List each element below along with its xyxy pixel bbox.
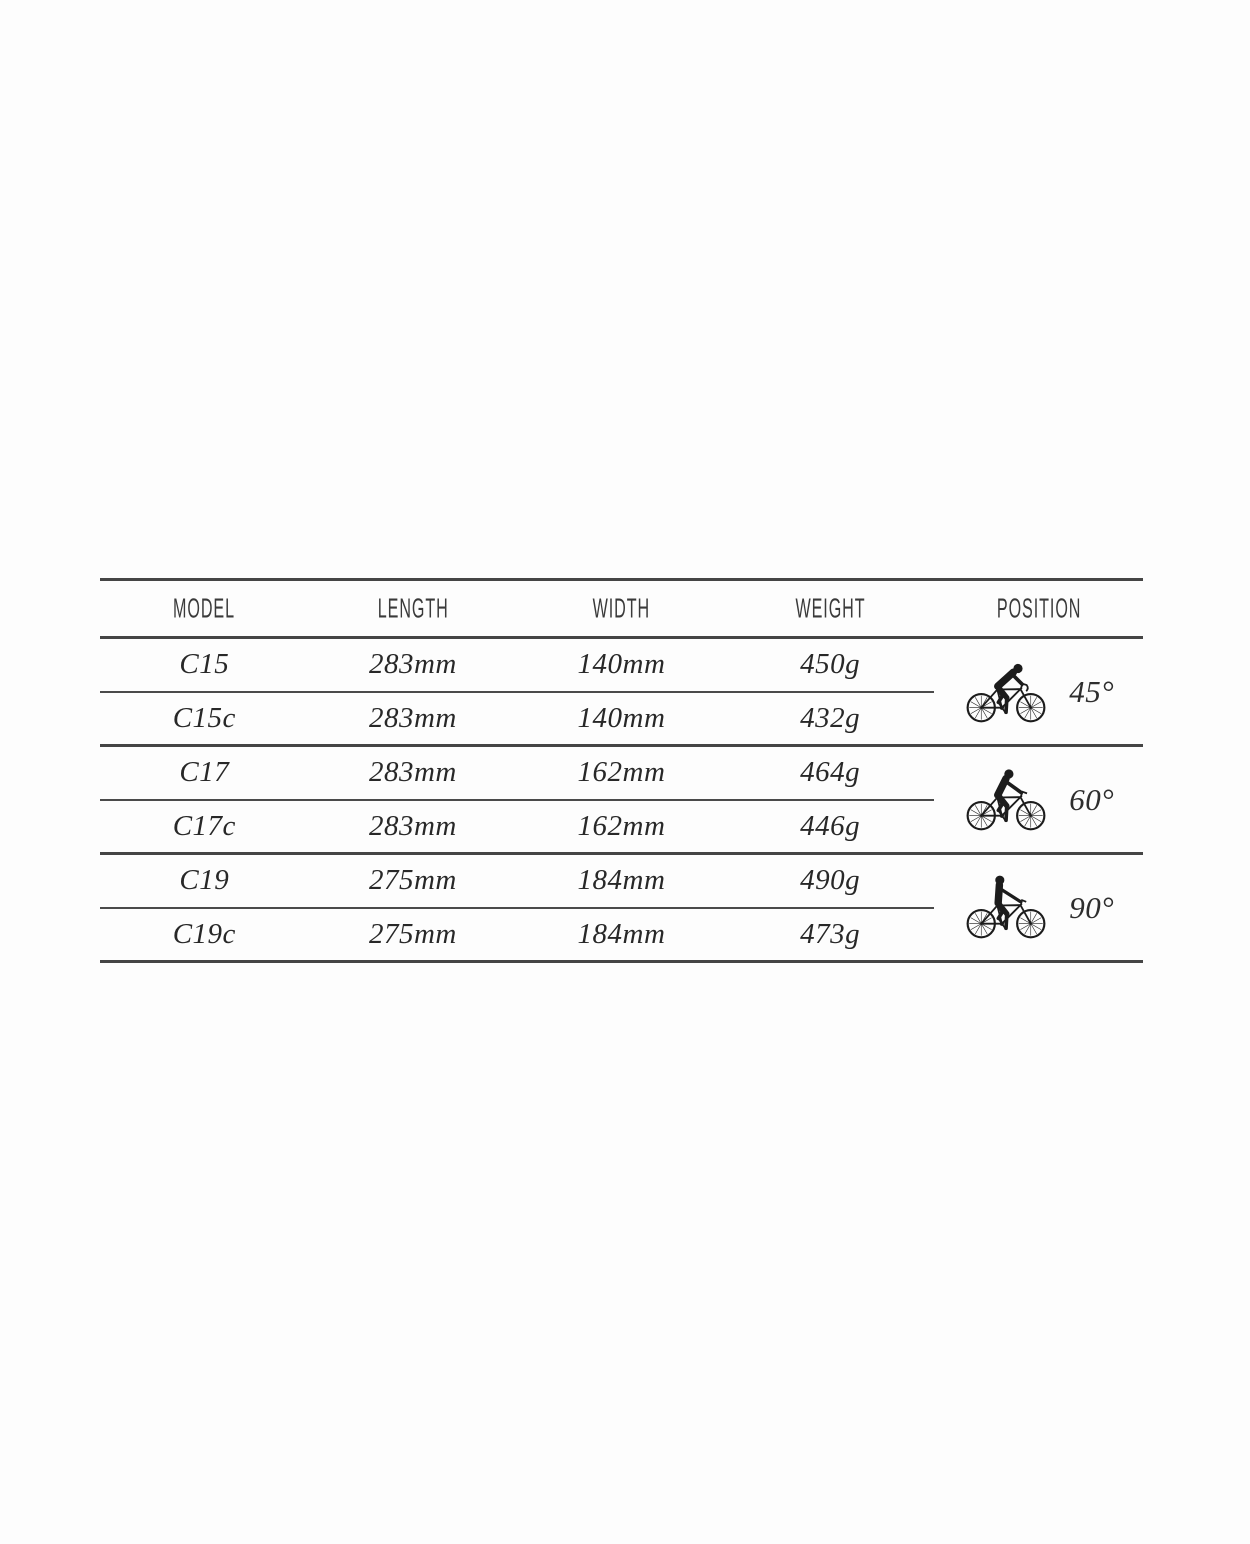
cell-weight: 490g <box>726 854 935 908</box>
cell-model: C19c <box>172 917 236 950</box>
cell-model: C19 <box>100 854 309 908</box>
cell-width: 162mm <box>577 809 666 842</box>
column-header-model <box>100 580 309 638</box>
cell-width: 184mm <box>577 917 666 950</box>
table-header-row <box>100 580 1143 638</box>
cell-model: C15 <box>100 638 309 692</box>
cell-weight: 464g <box>726 746 935 800</box>
position-content <box>934 767 1143 833</box>
column-header-weight-label: WEIGHT <box>795 592 866 624</box>
cell-weight: 446g <box>800 809 861 842</box>
column-header-length-label: LENGTH <box>377 592 449 624</box>
position-cell-45 <box>934 638 1143 746</box>
cyclist-90-icon <box>963 875 1049 941</box>
cell-length: 283mm <box>368 701 457 734</box>
column-header-position <box>934 580 1143 638</box>
column-header-length <box>309 580 518 638</box>
saddle-spec-table <box>100 578 1143 963</box>
row-group-60 <box>100 746 1143 854</box>
cell-model: C17 <box>100 746 309 800</box>
row-group-90 <box>100 854 1143 962</box>
cell-width: 140mm <box>517 638 726 692</box>
cell-weight: 450g <box>726 638 935 692</box>
column-header-model-label: MODEL <box>173 592 236 624</box>
cell-weight: 432g <box>800 701 861 734</box>
row-group-45 <box>100 638 1143 746</box>
position-content <box>934 875 1143 941</box>
column-header-position-label: POSITION <box>996 592 1081 624</box>
cell-length: 275mm <box>368 917 457 950</box>
column-header-width-label: WIDTH <box>592 592 651 624</box>
table-row-c17 <box>100 746 1143 800</box>
position-angle-label: 45° <box>1069 673 1115 709</box>
position-content <box>934 659 1143 725</box>
column-header-width <box>517 580 726 638</box>
cell-width: 140mm <box>577 701 666 734</box>
position-cell-90 <box>934 854 1143 962</box>
position-angle-label: 60° <box>1069 781 1115 817</box>
cell-model: C15c <box>172 701 236 734</box>
column-header-weight <box>726 580 935 638</box>
cell-model: C17c <box>172 809 236 842</box>
cell-length: 283mm <box>309 746 518 800</box>
position-angle-label: 90° <box>1069 889 1115 925</box>
table-row-c19 <box>100 854 1143 908</box>
cell-weight: 473g <box>800 917 861 950</box>
position-cell-60 <box>934 746 1143 854</box>
cell-width: 184mm <box>517 854 726 908</box>
cell-length: 283mm <box>309 638 518 692</box>
cell-width: 162mm <box>517 746 726 800</box>
cyclist-60-icon <box>963 767 1049 833</box>
table-row-c15 <box>100 638 1143 692</box>
cell-length: 275mm <box>309 854 518 908</box>
cyclist-45-icon <box>963 659 1049 725</box>
cell-length: 283mm <box>368 809 457 842</box>
